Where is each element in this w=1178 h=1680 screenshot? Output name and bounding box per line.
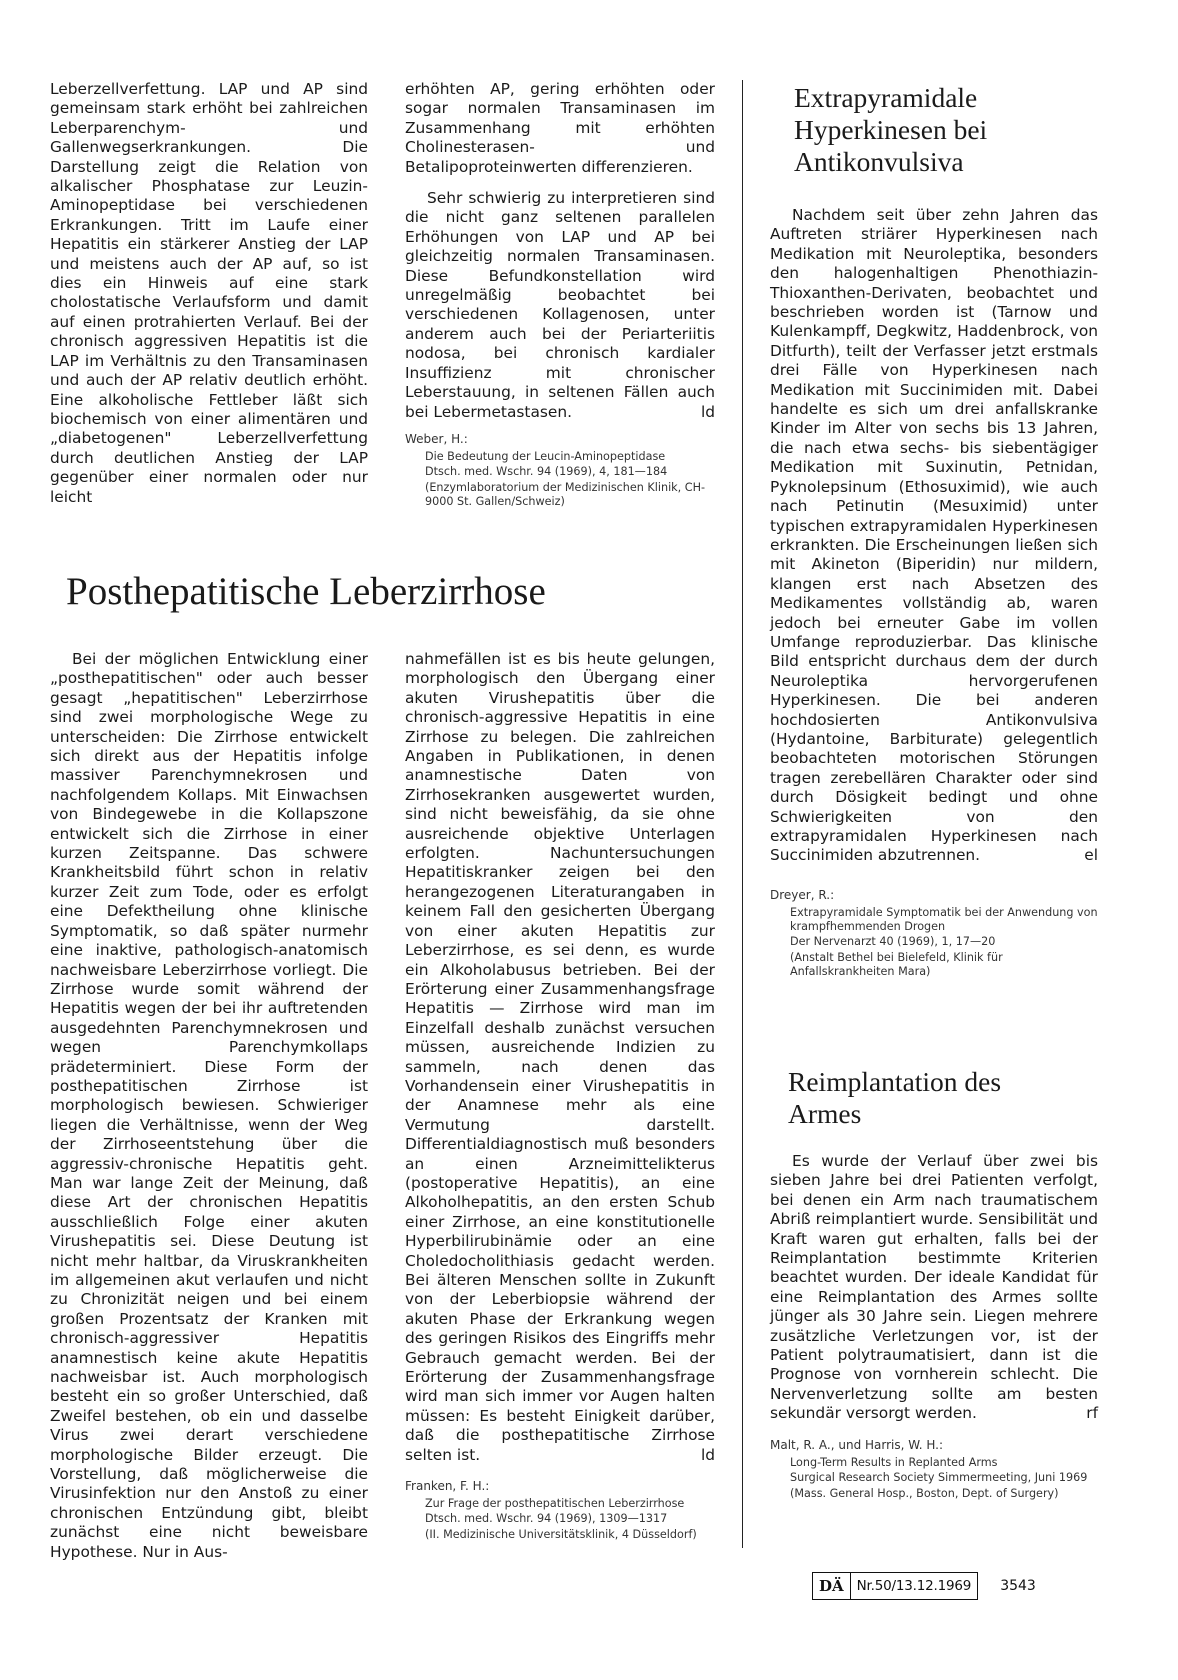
- col2-continuation: [405, 80, 715, 509]
- article-heading-hyperkinesen: Extrapyramidale Hyperkinesen bei Antikonvulsiva: [794, 82, 988, 177]
- reference-author: Dreyer, R.:: [770, 887, 835, 902]
- article-leberzirrhose-col2-text: nahmefällen ist es bis heute gelungen, morphologisch den Übergang einer akuten Virushepatitis über die chronisch-aggressive Hepatitis in eine Zirrhose zu belegen. Die zahlreichen Angaben in Publikationen, in denen anamnestische Daten von Zirrhosekranken ausgewertet wurden, sind nicht beweisfähig, da sie ohne ausreichende objektive Unterlagen erfolgten. Nachuntersuchungen Hepatitiskranker zeigen bei den herangezogenen Literaturangaben in keinem Fall den gesicherten Übergang von einer akuten Hepatitis zur Leberzirrhose, es sei denn, es wurde ein Alkoholabusus betrieben. Bei der Erörterung einer Zusammenhangsfrage Hepatitis — Zirrhose wird man im Einzelfall deshalb zunächst versuchen müssen, ausreichende Indizien zu sammeln, nach denen das Vorhandensein einer Virushepatitis in der Anamnese mehr als eine Vermutung darstellt. Differentialdiagnostisch muß besonders an einen Arzneimittelikterus (postoperative Hepatitis), an eine Alkoholhepatitis, an den ersten Schub einer Zirrhose, an eine konstitutionelle Hyperbilirubinämie oder an eine Choledocholithiasis gedacht werden. Bei älteren Menschen sollte in Zukunft von der Leberbiopsie während der akuten Phase der Erkrankung wegen des geringen Risikos des Eingriffs mehr Gebrauch gemacht werden. Bei der Erörterung der Zusammenhangsfrage wird man sich immer vor Augen halten müssen: Es besteht Einigkeit darüber, daß die posthepatitische Zirrhose selten ist.: [405, 650, 715, 1464]
- col2-paragraph-2: [405, 189, 715, 422]
- article-reimplantation-paragraph: [770, 1152, 1098, 1424]
- article-heading-reimplantation: Reimplantation des Armes: [788, 1066, 1002, 1129]
- journal-issue-box: [812, 1572, 978, 1600]
- reference-institution: (Anstalt Bethel bei Bielefeld, Klinik für Anfallskrankheiten Mara): [790, 950, 1003, 978]
- article-leberzirrhose-col2-paragraph: [405, 650, 715, 1465]
- reference-institution: (Enzymlaboratorium der Medizinischen Klinik, CH-9000 St. Gallen/Schweiz): [425, 480, 706, 508]
- reference-title: Die Bedeutung der Leucin-Aminopeptidase: [425, 449, 666, 463]
- column-divider: [742, 80, 743, 1548]
- reference-journal: Surgical Research Society Simmermeeting, Juni 1969: [790, 1470, 1088, 1484]
- reference-journal: Dtsch. med. Wschr. 94 (1969), 4, 181—184: [425, 464, 668, 478]
- article-hyperkinesen-paragraph: [770, 206, 1098, 866]
- reference-author: Weber, H.:: [405, 431, 468, 446]
- reference-malt: [770, 1438, 1098, 1501]
- article-reimplantation-text: Es wurde der Verlauf über zwei bis sieben Jahre bei drei Patienten verfolgt, bei denen ein Arm nach traumatischem Abriß reimplantiert wurde. Sensibilität und Kraft waren gut erhalten, falls bei der Reimplantation bestimmte Kriterien beachtet wurden. Der ideale Kandidat für eine Reimplantation des Armes sollte jünger als 30 Jahre sein. Liegen mehrere zusätzliche Verletzungen vor, ist der Patient polytraumatisiert, dann ist die Prognose von vornherein schlecht. Die Nervenverletzung sollte am besten sekundär versorgt werden.: [770, 1152, 1098, 1423]
- author-signature: ld: [700, 1445, 715, 1464]
- reference-institution: (Mass. General Hosp., Boston, Dept. of Surgery): [790, 1486, 1059, 1500]
- reference-title: Zur Frage der posthepatitischen Leberzirrhose: [425, 1497, 685, 1511]
- article-reimplantation: [770, 1066, 1098, 1501]
- author-signature: rf: [1086, 1404, 1098, 1423]
- article-hyperkinesen: [770, 82, 1098, 979]
- reference-journal: Dtsch. med. Wschr. 94 (1969), 1309—1317: [425, 1512, 668, 1526]
- page-footer: [812, 1572, 1036, 1600]
- reference-journal: Der Nervenarzt 40 (1969), 1, 17—20: [790, 934, 996, 948]
- article-leberzirrhose-col2: [405, 650, 715, 1542]
- reference-franken: [405, 1479, 715, 1542]
- reference-title: Extrapyramidale Symptomatik bei der Anwendung von krampfhemmenden Drogen: [790, 905, 1098, 933]
- article-heading-leberzirrhose: Posthepatitische Leberzirrhose: [66, 570, 546, 613]
- article-leberzirrhose-col1: [50, 650, 368, 1562]
- article-leberzirrhose-col1-text: Bei der möglichen Entwicklung einer „posthepatitischen" oder auch besser gesagt „hepatitischen" Leberzirrhose sind zwei morphologische Wege zu unterscheiden: Die Zirrhose entwickelt sich direkt aus der Hepatitis infolge massiver Parenchymnekrosen und nachfolgendem Kollaps. Mit Einwachsen von Bindegewebe in die Kollapszone entwickelt sich die Zirrhose in einer kurzen Zeitspanne. Das schwere Krankheitsbild führt schon in relativ kurzer Zeit zum Tode, oder es erfolgt eine Defektheilung ohne klinische Symptomatik, so daß später nurmehr eine inaktive, pathologisch-anatomisch nachweisbare Leberzirrhose vorliegt. Die Zirrhose wurde somit während der Hepatitis wegen der bei ihr auftretenden ausgedehnten Parenchymnekrosen und wegen Parenchymkollaps prädeterminiert. Diese Form der posthepatitischen Zirrhose ist morphologisch bewiesen. Schwieriger liegen die Verhältnisse, wenn der Weg der Zirrhoseentstehung über die aggressiv-chronische Hepatitis geht. Man war lange Zeit der Meinung, daß diese Art der chronischen Hepatitis ausschließlich Folge einer akuten Virushepatitis sei. Diese Deutung ist nicht mehr haltbar, da Viruskrankheiten im allgemeinen akut verlaufen und nicht zu Chronizität neigen und bei einem großen Prozentsatz der Kranken mit chronisch-aggressiver Hepatitis anamnestisch keine akute Hepatitis nachweisbar ist. Auch morphologisch besteht ein so großer Unterschied, daß Zweifel bestehen, ob ein und dasselbe Virus zwei derart verschiedene morphologische Bilder erzeugt. Die Vorstellung, daß möglicherweise die Virusinfektion nur den Anstoß zu einer chronischen Entzündung gibt, bleibt zunächst eine nicht beweisbare Hypothese. Nur in Aus-: [50, 650, 368, 1561]
- page-number: 3543: [1000, 1578, 1036, 1594]
- reference-institution: (II. Medizinische Universitätsklinik, 4 Düsseldorf): [425, 1528, 697, 1542]
- reference-author: Malt, R. A., und Harris, W. H.:: [770, 1437, 944, 1452]
- article-hyperkinesen-text: Nachdem seit über zehn Jahren das Auftreten striärer Hyperkinesen nach Medikation mit Neuroleptika, besonders den halogenhaltigen Phenothiazin-Thioxanthen-Derivaten, beobachtet und beschrieben worden ist (Tarnow und Kulenkampff, Degkwitz, Haddenbrock, von Ditfurth), teilt der Verfasser jetzt erstmals drei Fälle von Hyperkinesen nach Medikation mit Succinimiden mit. Dabei handelte es sich um drei anfallskranke Kinder im Alter von sechs bis 13 Jahren, die nach etwa sechs- bis siebentägiger Medikation mit Suxinutin, Petnidan, Pyknolepsinum (Ethosuximid), wie auch nach Petinutin (Mesuximid) unter typischen extrapyramidalen Hyperkinesen erkrankten. Die Erscheinungen ließen sich mit Akineton (Biperidin) nur mildern, klangen erst nach Absetzen des Medikamentes vollständig ab, waren jedoch bei erneuter Gabe im vollen Umfange reproduzierbar. Das klinische Bild entspricht durchaus dem der durch Neuroleptika hervorgerufenen Hyperkinesen. Die bei anderen hochdosierten Antikonvulsiva (Hydantoine, Barbiturate) gelegentlich beobachteten motorischen Störungen tragen zerebellären Charakter oder sind durch Dösigkeit bedingt und ohne Schwierigkeiten von den extrapyramidalen Hyperkinesen nach Succinimiden abzutrennen.: [770, 206, 1098, 865]
- reference-author: Franken, F. H.:: [405, 1479, 490, 1494]
- reference-dreyer: [770, 888, 1098, 979]
- author-signature: el: [1084, 846, 1098, 865]
- col2-paragraph-1: erhöhten AP, gering erhöhten oder sogar normalen Transaminasen im Zusammenhang mit erhöhten Cholinesterasen- und Betalipoproteinwerten differenzieren.: [405, 80, 715, 176]
- col1-continuation-text: Leberzellverfettung. LAP und AP sind gemeinsam stark erhöht bei zahlreichen Leberparenchym- und Gallenwegserkrankungen. Die Darstellung zeigt die Relation von alkalischer Phosphatase zur Leuzin-Aminopeptidase bei verschiedenen Erkrankungen. Tritt im Laufe einer Hepatitis ein stärkerer Anstieg der LAP und meistens auch der AP auf, so ist dies ein Hinweis auf eine stark cholostatische Verlaufsform und damit auf einen protrahierten Verlauf. Bei der chronisch aggressiven Hepatitis ist die LAP im Verhältnis zu den Transaminasen und auch der AP relativ deutlich erhöht. Eine alkoholische Fettleber läßt sich biochemisch von einer alimentären und „diabetogenen" Leberzellverfettung durch deutlichen Anstieg der LAP gegenüber einer normalen oder nur leicht: [50, 80, 368, 506]
- col2-paragraph-2-text: Sehr schwierig zu interpretieren sind die nicht ganz seltenen parallelen Erhöhungen von LAP und AP bei gleichzeitig normalen Transaminasen. Diese Befundkonstellation wird unregelmäßig beobachtet bei verschiedenen Kollagenosen, unter anderem auch bei der Periarteriitis nodosa, bei chronisch kardialer Insuffizienz mit chronischer Leberstauung, in seltenen Fällen auch bei Lebermetastasen.: [405, 189, 715, 421]
- col1-continuation: [50, 80, 368, 507]
- reference-title: Long-Term Results in Replanted Arms: [790, 1455, 998, 1469]
- reference-weber: [405, 432, 715, 509]
- issue-number: Nr.50/13.12.1969: [856, 1578, 972, 1594]
- author-signature: ld: [700, 402, 715, 421]
- journal-logo: DÄ: [813, 1573, 851, 1599]
